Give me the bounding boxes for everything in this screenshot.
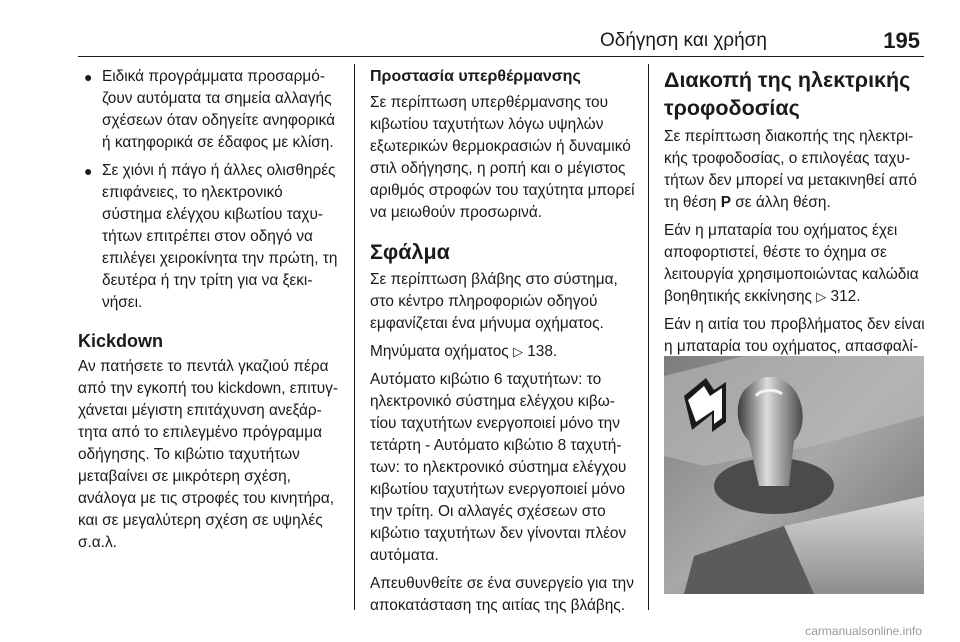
park-position-label: P (720, 194, 731, 211)
bullet-dot-icon: ● (84, 163, 93, 179)
bullet-text: Σε χιόνι ή πάγο ή άλλες ολισθηρές επιφάνειες, το ηλεκτρονικό σύστημα ελέγχου κιβωτίου ταχυτήτων επιτρέπει στον οδηγό να επιλέγει χειροκίνητα την πρώτη, τη δευτέρα ή την τρίτη για να ξεκινήσει. (102, 162, 338, 311)
fault-paragraph: Σε περίπτωση βλάβης στο σύστημα, στο κέντρο πληροφοριών οδηγού εμφανίζεται ένα μήνυμα οχήματος. (370, 271, 618, 332)
jump-start-page[interactable]: 312. (830, 288, 861, 305)
battery-text: Εάν η μπαταρία του οχήματος έχει αποφορτιστεί, θέστε το όχημα σε λειτουργία χρησιμοποιώντας καλώδια βοηθητικής εκκίνησης (664, 222, 919, 305)
gearbox-fault-paragraph: Αυτόματο κιβώτιο 6 ταχυτήτων: το ηλεκτρονικό σύστημα ελέγχου κιβωτίου ταχυτήτων ενεργοποιεί μόνο την τετάρτη - Αυτόματο κιβώτιο 8 ταχυτήτων: το ηλεκτρονικό σύστημα ελέγχου κιβωτίου ταχυτήτων ενεργοποιεί μόνο την τρίτη. Οι αλλαγές σχέσεων στο κιβώτιο ταχυτήτων δεν γίνονται πλέον αυτόματα. (370, 371, 627, 564)
running-header-title: Οδήγηση και χρήση (600, 30, 767, 51)
power-interruption-heading: Διακοπή της ηλεκτρικής τροφοδοσίας (664, 68, 911, 120)
kickdown-heading: Kickdown (78, 331, 164, 351)
column-divider-1 (354, 64, 355, 610)
overheat-heading: Προστασία υπερθέρμανσης (370, 68, 581, 85)
vehicle-messages-ref (370, 341, 636, 363)
page-ref-arrow-icon: ▷ (512, 344, 523, 359)
vehicle-messages-page[interactable]: 138. (527, 343, 558, 360)
battery-paragraph (664, 220, 926, 308)
column-divider-2 (648, 64, 649, 610)
watermark: carmanualsonline.info (805, 624, 922, 638)
service-paragraph: Απευθυνθείτε σε ένα συνεργείο για την αποκατάσταση της αιτίας της βλάβης. (370, 575, 634, 614)
column-left (78, 66, 340, 560)
bullet-dot-icon: ● (84, 69, 93, 85)
page-ref-arrow-icon: ▷ (816, 289, 827, 304)
header-rule (78, 56, 924, 57)
power-interruption-paragraph (664, 126, 926, 214)
fault-heading: Σφάλμα (370, 240, 450, 264)
power-interruption-text: Σε περίπτωση διακοπής της ηλεκτρικής τροφοδοσίας, ο επιλογέας ταχυτήτων δεν μπορεί να μετακινηθεί από τη θέση (664, 128, 917, 211)
column-middle (370, 66, 636, 623)
vehicle-messages-label: Μηνύματα οχήματος (370, 343, 509, 360)
page-number: 195 (883, 28, 920, 53)
kickdown-paragraph: Αν πατήσετε το πεντάλ γκαζιού πέρα από την εγκοπή του kickdown, επιτυγχάνεται μέγιστη επιτάχυνση ανεξάρτητα από το επιλεγμένο πρόγραμμα οδήγησης. Το κιβώτιο ταχυτήτων μεταβαίνει σε μικρότερη σχέση, ανάλογα με τις στροφές του κινητήρα, και σε μεγαλύτερη σχέση σε υψηλές σ.α.λ. (78, 358, 339, 551)
bullet-item (78, 66, 340, 154)
power-interruption-text-end: σε άλλη θέση. (735, 194, 831, 211)
gear-selector-photo (664, 356, 924, 594)
overheat-paragraph: Σε περίπτωση υπερθέρμανσης του κιβωτίου ταχυτήτων λόγω υψηλών εξωτερικών θερμοκρασιών ή δυναμικό στιλ οδήγησης, η ροπή και ο μέγιστος αριθμός στροφών του ταχύτητα μπορεί να μειωθούν προσωρινά. (370, 94, 635, 221)
bullet-item (78, 160, 340, 314)
bullet-text: Ειδικά προγράμματα προσαρμόζουν αυτόματα τα σημεία αλλαγής σχέσεων όταν οδηγείτε ανηφορικά ή κατηφορικά σε έδαφος με κλίση. (102, 68, 336, 151)
cause-paragraph: Εάν η αιτία του προβλήματος δεν είναι η μπαταρία του οχήματος, απασφαλί (664, 316, 925, 355)
